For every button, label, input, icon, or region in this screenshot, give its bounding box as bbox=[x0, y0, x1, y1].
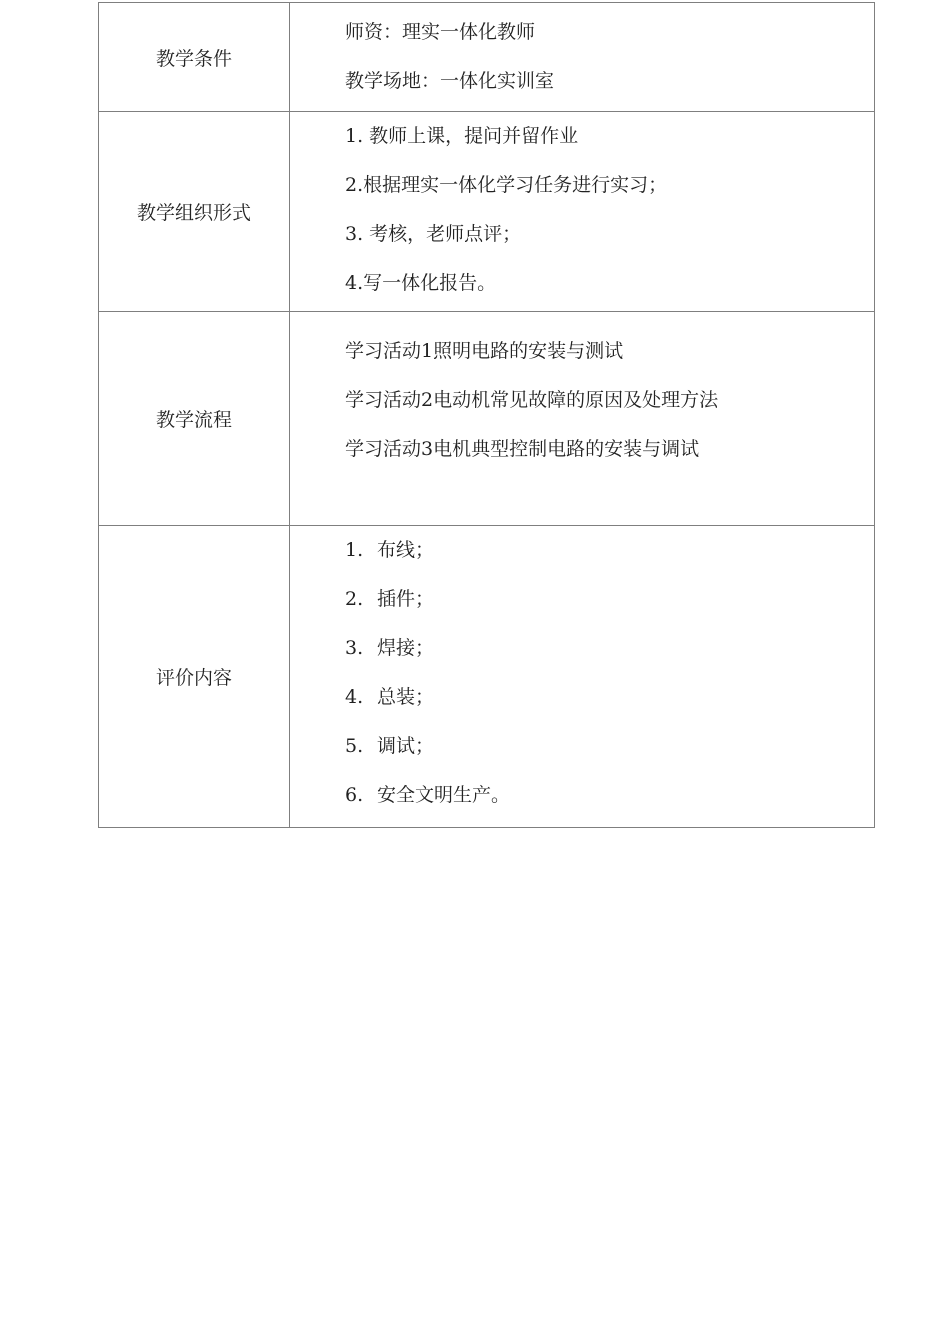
list-item-number: 5. bbox=[345, 735, 364, 757]
row-content-teaching-conditions bbox=[290, 3, 875, 112]
row-label-evaluation-content: 评价内容 bbox=[99, 526, 290, 828]
list-item-text: 布线； bbox=[377, 539, 435, 561]
list-item bbox=[345, 575, 874, 624]
list-item bbox=[345, 624, 874, 673]
list-item-number: 1. bbox=[345, 539, 364, 561]
list-item bbox=[345, 526, 874, 575]
list-item-number: 2. bbox=[345, 588, 364, 610]
list-item-text: 调试； bbox=[377, 735, 435, 757]
list-item-text: 安全文明生产。 bbox=[377, 784, 511, 806]
list-item-text: 插件； bbox=[377, 588, 435, 610]
table-row bbox=[99, 3, 875, 112]
row-content-organization-form bbox=[290, 112, 875, 312]
content-line: 学习活动2电动机常见故障的原因及处理方法 bbox=[345, 389, 719, 411]
list-item-number: 6. bbox=[345, 784, 364, 806]
table-row bbox=[99, 312, 875, 526]
content-line: 2.根据理实一体化学习任务进行实习； bbox=[345, 174, 668, 196]
content-line: 教学场地：一体化实训室 bbox=[345, 70, 555, 92]
row-label-teaching-process: 教学流程 bbox=[99, 312, 290, 526]
list-item-text: 总装； bbox=[377, 686, 435, 708]
content-line: 学习活动1照明电路的安装与测试 bbox=[345, 340, 624, 362]
list-item-number: 4. bbox=[345, 686, 364, 708]
row-label-organization-form: 教学组织形式 bbox=[99, 112, 290, 312]
list-item-number: 3. bbox=[345, 637, 364, 659]
content-line: 学习活动3电机典型控制电路的安装与调试 bbox=[345, 438, 700, 460]
table-row bbox=[99, 112, 875, 312]
table-row bbox=[99, 526, 875, 828]
content-line: 4.写一体化报告。 bbox=[345, 272, 497, 294]
content-line: 1. 教师上课，提问并留作业 bbox=[345, 125, 579, 147]
row-content-evaluation-content bbox=[290, 526, 875, 828]
list-item bbox=[345, 673, 874, 722]
list-item bbox=[345, 771, 874, 820]
content-line: 师资：理实一体化教师 bbox=[345, 21, 536, 43]
row-label-teaching-conditions: 教学条件 bbox=[99, 3, 290, 112]
row-content-teaching-process bbox=[290, 312, 875, 526]
content-line: 3. 考核，老师点评； bbox=[345, 223, 522, 245]
list-item bbox=[345, 722, 874, 771]
teaching-info-table bbox=[98, 2, 875, 828]
list-item-text: 焊接； bbox=[377, 637, 435, 659]
